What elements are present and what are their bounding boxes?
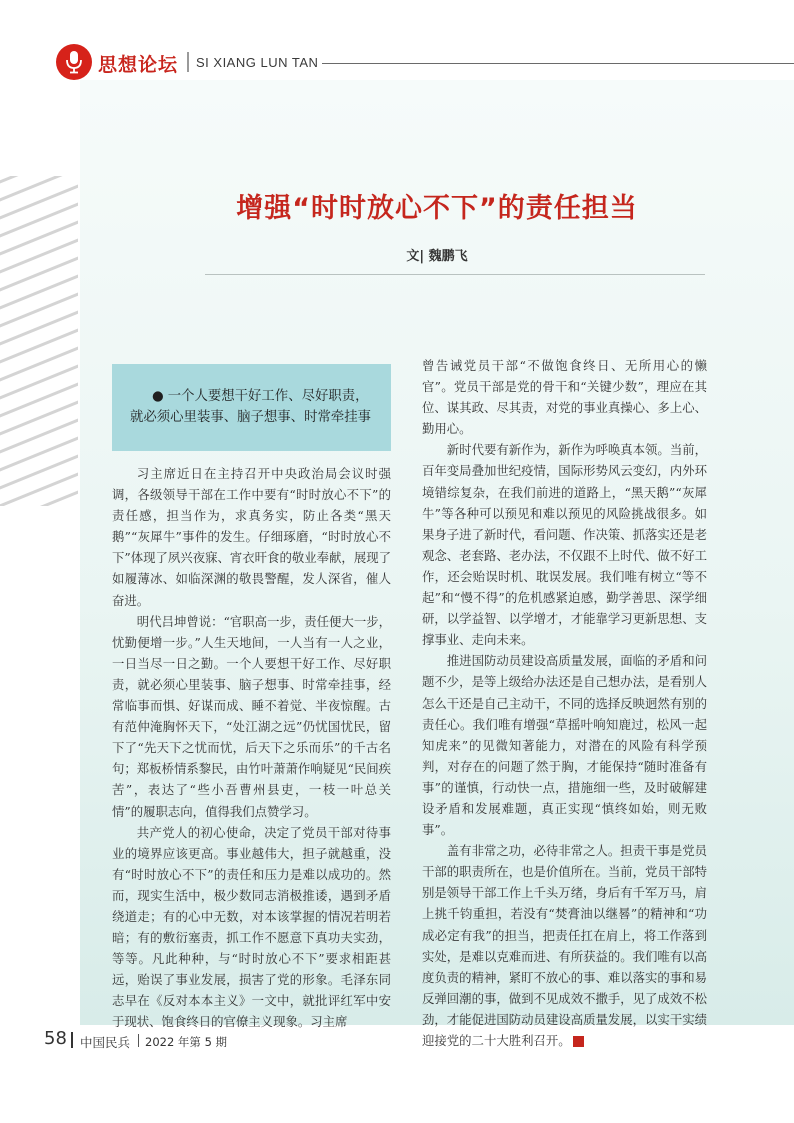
header-rule xyxy=(322,63,794,64)
section-header xyxy=(56,44,794,84)
pull-quote-text: 一个人要想干好工作、尽好职责，就必须心里装事、脑子想事、时常牵挂事 xyxy=(130,389,372,425)
publication-name: 中国民兵 xyxy=(80,1035,131,1050)
article-title: 增强“时时放心不下”的责任担当 xyxy=(236,193,638,224)
end-mark-icon: ▽ xyxy=(573,1036,584,1047)
issue-label: 2022 年第 5 期 xyxy=(145,1035,228,1049)
paragraph-text: 盖有非常之功，必待非常之人。担责干事是党员干部的职责所在，也是价值所在。当前，党员干部特别是领导干部工作上千头万绪，身后有千军万马，肩上挑千钧重担，若没有“焚膏油以继晷”的精神和“功成必定有我”的担当，把责任扛在肩上，将工作落到实处，是难以克难而进、有所获益的。我们唯有以高度负责的精神，紧盯不放心的事、难以落实的事和易反弹回潮的事，做到不见成效不撒手，见了成效不松劲，才能促进国防动员建设高质量发展，以实干实绩迎接党的二十大胜利召开。 xyxy=(422,843,707,1048)
paragraph: 明代吕坤曾说：“官职高一步，责任便大一步，忧勤便增一步。”人生天地间，一人当有一人之业，一日当尽一日之勤。一个人要想干好工作、尽好职责，就必须心里装事、脑子想事、时常牵挂事，经常临事而惧、好谋而成、睡不着觉、半夜惊醒。古有范仲淹胸怀天下，“处江湖之远”仍忧国忧民，留下了“先天下之忧而忧，后天下之乐而乐”的千古名句；郑板桥情系黎民，由竹叶萧萧作响疑见“民间疾苦”，表达了“些小吾曹州县吏，一枝一叶总关情”的履职志向，值得我们点赞学习。 xyxy=(112,613,391,819)
article-byline: 文| 魏鹏飞 xyxy=(406,249,468,264)
section-title-pinyin: SI XIANG LUN TAN xyxy=(196,55,319,70)
pull-quote xyxy=(112,364,391,451)
decorative-stripes xyxy=(0,176,78,506)
bullet-icon: ● xyxy=(152,389,164,404)
microphone-icon xyxy=(56,44,92,80)
footer-divider xyxy=(138,1034,139,1047)
footer-divider xyxy=(71,1032,73,1048)
paragraph: 推进国防动员建设高质量发展，面临的矛盾和问题不少，是等上级给办法还是自己想办法，是看别人怎么干还是自己主动干，不同的选择反映迥然有别的责任心。我们唯有增强“草摇叶响知鹿过，松风一起知虎来”的见微知著能力，对潜在的风险有科学预判，对存在的问题了然于胸，才能保持“随时准备有事”的谨慎，行动快一点，措施细一些，及时破解建设矛盾和发展难题，真正实现“慎终如始，则无败事”。 xyxy=(422,653,707,838)
paragraph-final xyxy=(422,840,707,1051)
section-title: 思想论坛 xyxy=(98,54,179,76)
paragraph: 共产党人的初心使命，决定了党员干部对待事业的境界应该更高。事业越伟大，担子就越重，没有“时时放心不下”的责任和压力是难以成功的。然而，现实生活中，极少数同志消极推诿，遇到矛盾绕道走；有的心中无数，对本该掌握的情况若明若暗；有的敷衍塞责，抓工作不愿意下真功夫实劲，等等。凡此种种，与“时时放心不下”要求相距甚远，贻误了事业发展，损害了党的形象。毛泽东同志早在《反对本本主义》一文中，就批评红军中安于现状、饱食终日的官僚主义现象。习主席 xyxy=(112,824,391,1030)
paragraph: 曾告诫党员干部“不做饱食终日、无所用心的懒官”。党员干部是党的骨干和“关键少数”，理应在其位、谋其政、尽其责，对党的事业真操心、多上心、勤用心。 xyxy=(422,358,707,437)
paragraph: 习主席近日在主持召开中央政治局会议时强调，各级领导干部在工作中要有“时时放心不下”的责任感，担当作为，求真务实，防止各类“黑天鹅”“灰犀牛”事件的发生。仔细琢磨，“时时放心不下”体现了夙兴夜寐、宵衣旰食的敬业奉献，展现了如履薄冰、如临深渊的敬畏警醒，发人深省，催人奋进。 xyxy=(112,466,391,608)
page-number: 58 xyxy=(44,1028,67,1049)
header-divider xyxy=(187,52,189,72)
paragraph: 新时代要有新作为，新作为呼唤真本领。当前，百年变局叠加世纪疫情，国际形势风云变幻，内外环境错综复杂，在我们前进的道路上，“黑天鹅”“灰犀牛”等各种可以预见和难以预见的风险挑战很多。如果身子进了新时代，看问题、作决策、抓落实还是老观念、老套路、老办法，不仅跟不上时代、做不好工作，还会贻误时机、耽误发展。我们唯有树立“等不起”和“慢不得”的危机感紧迫感，勤学善思、深学细研，以学益智、以学增才，才能靠学习更新思想、支撑事业、走向未来。 xyxy=(422,442,707,648)
article-column-right xyxy=(422,355,707,1051)
title-divider xyxy=(205,274,705,275)
article-column-left xyxy=(112,463,391,1033)
